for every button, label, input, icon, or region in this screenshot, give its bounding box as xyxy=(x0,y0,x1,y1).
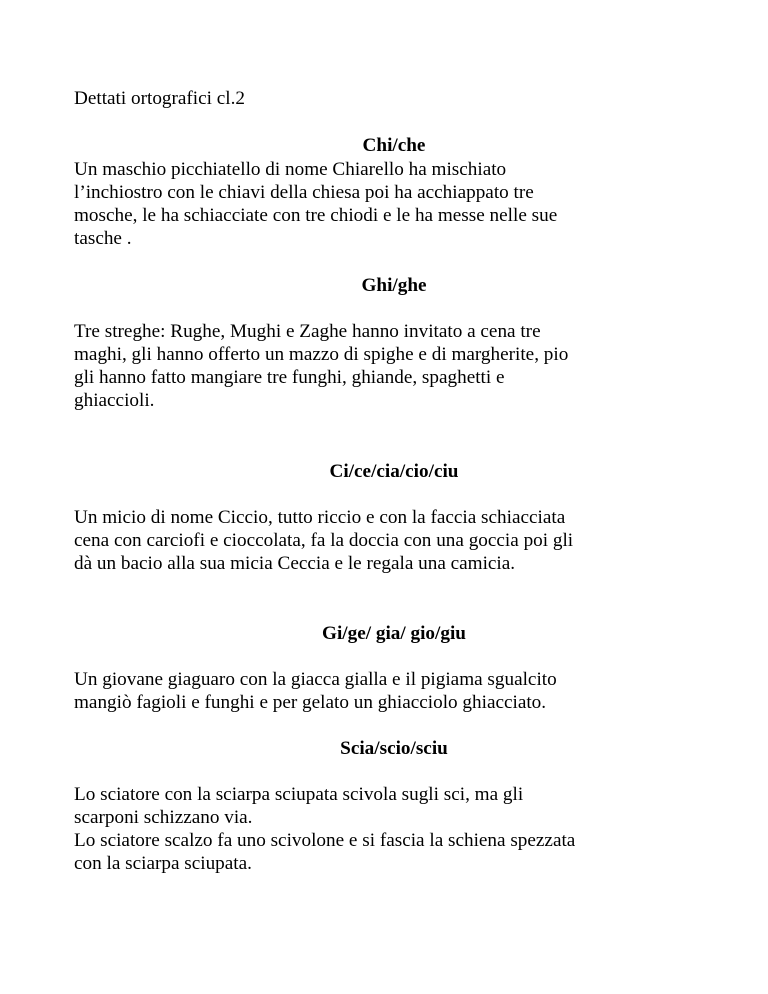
paragraph-line: con la sciarpa sciupata. xyxy=(74,853,252,874)
section-paragraph xyxy=(74,668,714,714)
section-heading: Gi/ge/ gia/ gio/giu xyxy=(322,623,466,644)
section-paragraph xyxy=(74,158,714,250)
paragraph-line: tasche . xyxy=(74,228,132,249)
section-paragraph xyxy=(74,320,714,412)
section-paragraph xyxy=(74,506,714,575)
paragraph-line: cena con carciofi e cioccolata, fa la doccia con una goccia poi gli xyxy=(74,530,574,551)
paragraph-line: scarponi schizzano via. xyxy=(74,807,253,828)
section-gi-ge-gia-gio-giu xyxy=(74,622,714,714)
document-title: Dettati ortografici cl.2 xyxy=(74,88,246,109)
paragraph-line: Un giovane giaguaro con la giacca gialla e il pigiama sgualcito xyxy=(74,669,557,690)
section-paragraph xyxy=(74,783,714,875)
section-heading: Ci/ce/cia/cio/ciu xyxy=(329,461,459,482)
paragraph-line: mangiò fagioli e funghi e per gelato un ghiacciolo ghiacciato. xyxy=(74,692,547,713)
paragraph-line: Lo sciatore con la sciarpa sciupata scivola sugli sci, ma gli xyxy=(74,784,524,805)
section-heading: Scia/scio/sciu xyxy=(340,738,448,759)
paragraph-line: Un micio di nome Ciccio, tutto riccio e con la faccia schiacciata xyxy=(74,507,566,528)
section-chi-che xyxy=(74,134,714,250)
section-heading: Chi/che xyxy=(362,135,426,156)
paragraph-line: mosche, le ha schiacciate con tre chiodi e le ha messe nelle sue xyxy=(74,205,558,226)
section-ci-ce-cia-cio-ciu xyxy=(74,460,714,575)
section-scia-scio-sciu xyxy=(74,737,714,875)
document-page xyxy=(74,87,714,875)
paragraph-line: maghi, gli hanno offerto un mazzo di spighe e di margherite, pio xyxy=(74,344,569,365)
paragraph-line: Lo sciatore scalzo fa uno scivolone e si fascia la schiena spezzata xyxy=(74,830,576,851)
section-ghi-ghe xyxy=(74,274,714,412)
paragraph-line: l’inchiostro con le chiavi della chiesa poi ha acchiappato tre xyxy=(74,182,534,203)
paragraph-line: gli hanno fatto mangiare tre funghi, ghiande, spaghetti e xyxy=(74,367,505,388)
paragraph-line: Tre streghe: Rughe, Mughi e Zaghe hanno invitato a cena tre xyxy=(74,321,541,342)
paragraph-line: Un maschio picchiatello di nome Chiarello ha mischiato xyxy=(74,159,507,180)
paragraph-line: dà un bacio alla sua micia Ceccia e le regala una camicia. xyxy=(74,553,516,574)
paragraph-line: ghiaccioli. xyxy=(74,390,155,411)
section-heading: Ghi/ghe xyxy=(361,275,427,296)
